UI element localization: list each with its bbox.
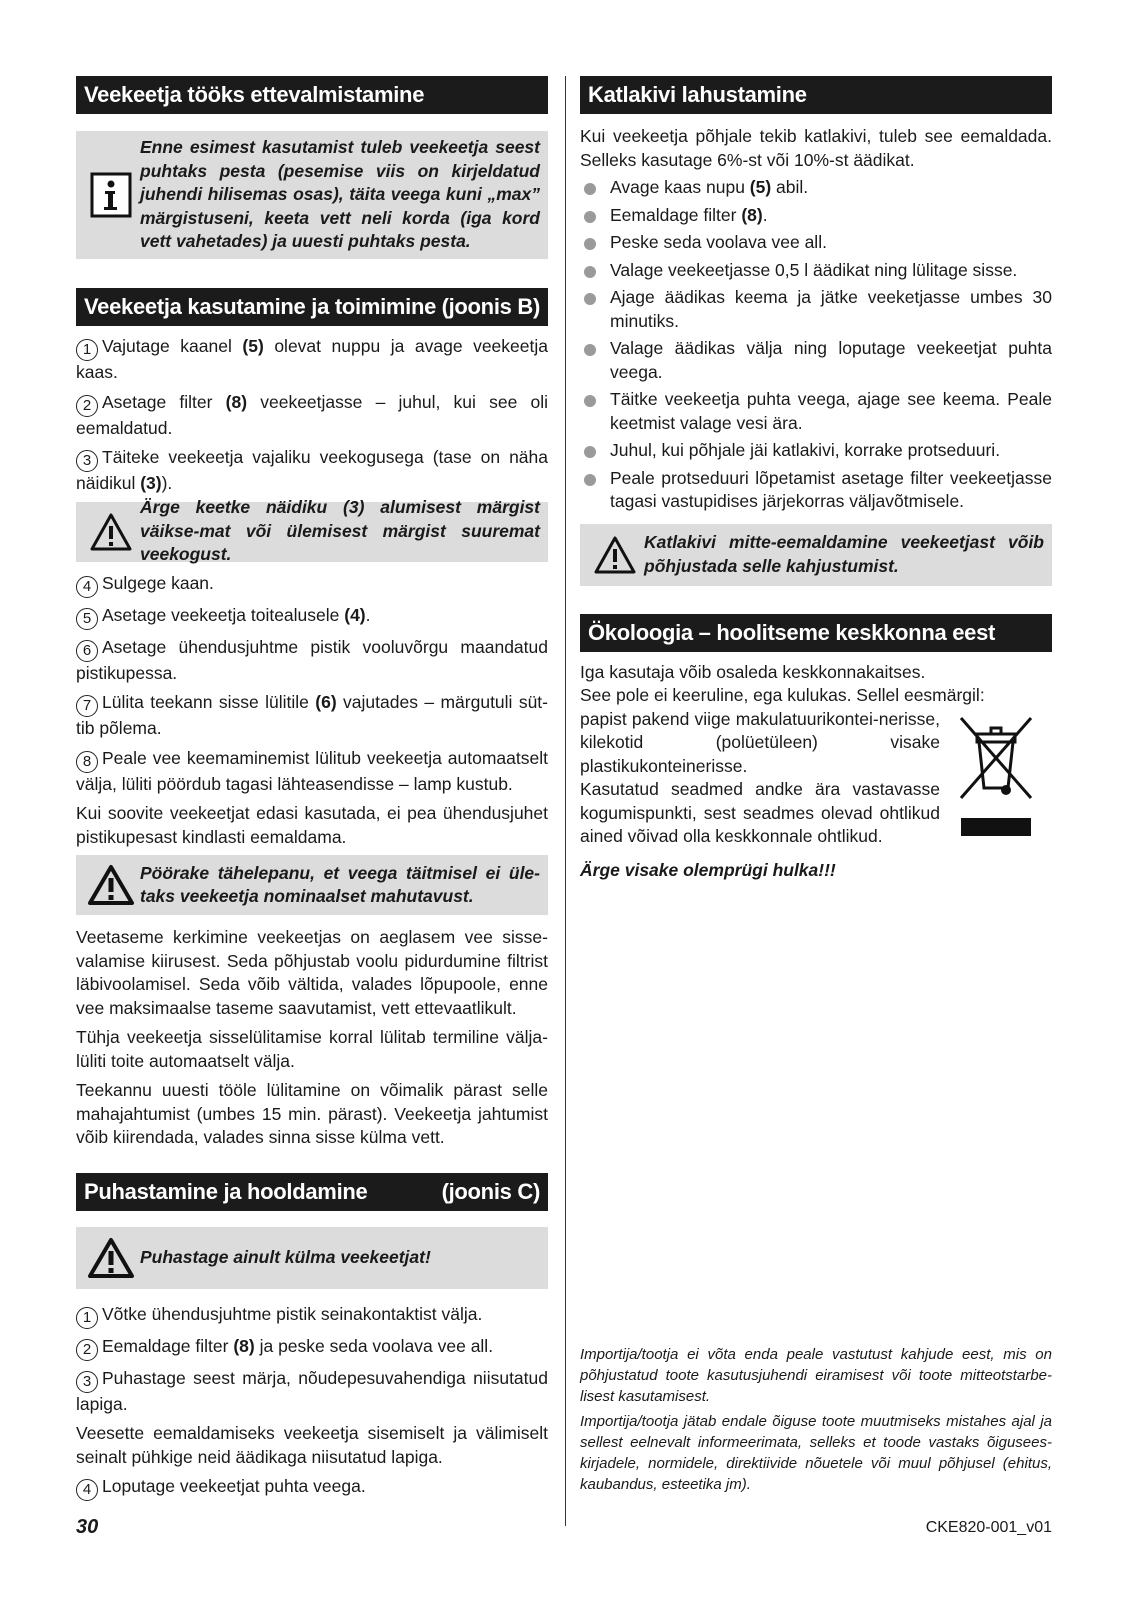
section-header-descaling bbox=[580, 76, 1052, 114]
step-ref: (8) bbox=[233, 1335, 255, 1356]
step-ref: (8) bbox=[225, 391, 248, 412]
list-item bbox=[580, 204, 1052, 228]
paragraph: Veesette eemaldamiseks veekeetja sisemiselt ja välimiselt seinalt pühkige neid äädikaga niisutatud lapiga. bbox=[76, 1423, 548, 1467]
step-number: 2 bbox=[76, 395, 98, 417]
list-item bbox=[580, 439, 1052, 463]
warning-icon bbox=[82, 512, 140, 552]
weee-symbol bbox=[940, 708, 1052, 849]
column-divider bbox=[565, 76, 566, 1526]
step-item bbox=[76, 335, 548, 385]
section-title: Veekeetja kasutamine ja toimimine bbox=[84, 294, 437, 319]
ecology-text: Iga kasutaja võib osaleda keskkonnakaitses. bbox=[580, 661, 926, 682]
list-text: . bbox=[762, 204, 768, 225]
step-number: 3 bbox=[76, 1371, 98, 1393]
paragraph: Veetaseme kerkimine veekeetjas on aeglasem vee sisse-valamise kiirusest. Seda põhjustab voolu pidurdumine filtrist läbivoolamisel. Seda võib vältida, valades lõpupoole, enne vee maksimaalse taseme saavutamist, vett ettevaatlikult. bbox=[76, 927, 548, 1018]
list-item bbox=[580, 259, 1052, 283]
step-item bbox=[76, 747, 548, 797]
step-text: Asetage veekeetja toitealusele bbox=[102, 604, 345, 625]
crossed-bin-icon bbox=[953, 710, 1039, 840]
step-text: Lülita teekann sisse lülitile bbox=[102, 692, 316, 712]
step-number: 8 bbox=[76, 751, 98, 773]
figure-ref: (joonis C) bbox=[441, 1178, 540, 1204]
info-box bbox=[76, 131, 548, 259]
step-text: Loputage veekeetjat puhta veega. bbox=[102, 1476, 366, 1496]
section-header-cleaning bbox=[76, 1173, 548, 1211]
step-text: Täiteke veekeetja vajaliku veekogusega (tase on näha näidikul bbox=[76, 447, 548, 493]
step-item bbox=[76, 636, 548, 686]
step-number: 4 bbox=[76, 576, 98, 598]
step-number: 5 bbox=[76, 608, 98, 630]
figure-ref: (joonis B) bbox=[441, 294, 540, 319]
list-text: Valage äädikas välja ning loputage veekeetjat puhta veega. bbox=[610, 338, 1052, 382]
list-text: Peske seda voolava vee all. bbox=[610, 232, 827, 252]
step-ref: (4) bbox=[344, 604, 366, 625]
step-number: 6 bbox=[76, 640, 98, 662]
warning-box-capacity bbox=[76, 855, 548, 915]
step-text: ja peske seda voolava vee all. bbox=[254, 1335, 494, 1356]
warning-icon bbox=[82, 864, 140, 906]
step-number: 4 bbox=[76, 1479, 98, 1501]
cleaning-steps-continued bbox=[76, 1475, 548, 1501]
warning-icon bbox=[82, 1237, 140, 1279]
step-number: 1 bbox=[76, 339, 98, 361]
step-item bbox=[76, 1335, 548, 1361]
descaling-intro: Kui veekeetja põhjale tekib katlakivi, tuleb see eemaldada. Selleks kasutage 6%-st või 10%-st äädikat. bbox=[580, 126, 1052, 170]
document-code: CKE820-001_v01 bbox=[925, 1519, 1052, 1536]
step-number: 1 bbox=[76, 1307, 98, 1329]
step-text: vajutades – märgutuli süt-tib põlema. bbox=[76, 692, 548, 738]
list-item bbox=[580, 337, 1052, 384]
ecology-warning: Ärge visake olemprügi hulka!!! bbox=[580, 859, 836, 880]
step-ref: (3) bbox=[140, 473, 162, 493]
legal-notes bbox=[580, 1344, 1052, 1499]
step-text: Puhastage seest märja, nõudepesuvahendiga niisutatud lapiga. bbox=[76, 1367, 548, 1414]
list-item bbox=[580, 231, 1052, 255]
info-text: Enne esimest kasutamist tuleb veekeetja seest puhtaks pesta (pesemise viis on kirjeldatud juhendi hilisemas osas), täita veega kuni „max” märgistuseni, keeta vett neli korda (iga kord vett vahetades) ja uuesti puhtaks pesta. bbox=[140, 137, 540, 252]
ecology-text: See pole ei keeruline, ega kulukas. Sellel eesmärgil: bbox=[580, 685, 985, 705]
info-icon bbox=[82, 172, 140, 218]
warning-box-level bbox=[76, 497, 548, 565]
step-text: veekeetjasse – juhul, kui see oli eemaldatud. bbox=[76, 391, 548, 438]
step-item bbox=[76, 604, 548, 630]
section-header-preparation bbox=[76, 76, 548, 114]
list-item bbox=[580, 388, 1052, 435]
step-text: Peale vee keemaminemist lülitub veekeetja automaatselt välja, lüliti pöördub tagasi lähteasendisse – lamp kustub. bbox=[76, 747, 548, 794]
list-text: Peale protseduuri lõpetamist asetage filter veekeetjasse tagasi vastupidises järjekorras väljavõtmisele. bbox=[610, 467, 1052, 511]
usage-steps-continued bbox=[76, 572, 548, 797]
list-text: Avage kaas nupu bbox=[610, 177, 750, 197]
section-header-usage bbox=[76, 288, 548, 326]
step-ref: (6) bbox=[315, 692, 337, 712]
step-item bbox=[76, 691, 548, 741]
section-title: Veekeetja tööks ettevalmistamine bbox=[84, 82, 425, 107]
warning-text: Katlakivi mitte-eemaldamine veekeetjast võib põhjustada selle kahjustumist. bbox=[644, 532, 1044, 576]
list-text: Täitke veekeetja puhta veega, ajage see keema. Peale keetmist valage vesi ära. bbox=[610, 389, 1052, 433]
usage-steps bbox=[76, 335, 548, 496]
legal-note: Importija/tootja jätab endale õiguse toote muutmiseks mistahes ajal ja sellest eelnevalt informeerimata, selleks et toode vastaks õigusees-kirjadele, normidele, direktiivide nõuetele või muul põhjusel (ehitus, kaubandus, esteetika jm). bbox=[580, 1413, 1052, 1493]
warning-text: Puhastage ainult külma veekeetjat! bbox=[140, 1246, 431, 1267]
descaling-list bbox=[580, 176, 1052, 514]
list-ref: (8) bbox=[741, 204, 763, 225]
list-text: abil. bbox=[771, 177, 809, 197]
warning-text: Ärge keetke näidiku (3) alumisest märgist väikse-mat või ülemisest märgist suuremat veekogust. bbox=[140, 497, 540, 565]
step-item bbox=[76, 572, 548, 598]
right-column bbox=[580, 76, 1052, 1493]
step-item bbox=[76, 1303, 548, 1329]
list-text: Juhul, kui põhjale jäi katlakivi, korrake protseduuri. bbox=[610, 440, 1001, 460]
warning-box-cold bbox=[76, 1227, 548, 1289]
step-text: olevat nuppu ja avage veekeetja kaas. bbox=[76, 336, 548, 382]
step-number: 2 bbox=[76, 1339, 98, 1361]
section-header-ecology bbox=[580, 614, 1052, 652]
step-text: ). bbox=[161, 473, 173, 493]
legal-note: Importija/tootja ei võta enda peale vastutust kahjude eest, mis on põhjustatud toote kasutusjuhendi eiramisest või toote mitteotstarbe-lisest kasutamisest. bbox=[580, 1346, 1052, 1405]
step-number: 7 bbox=[76, 695, 98, 717]
step-text: Vajutage kaanel bbox=[102, 336, 243, 356]
section-title: Katlakivi lahustamine bbox=[588, 82, 807, 107]
list-text: Valage veekeetjasse 0,5 l äädikat ning lülitage sisse. bbox=[610, 259, 1018, 280]
warning-box-descale bbox=[580, 524, 1052, 586]
step-number: 3 bbox=[76, 450, 98, 472]
paragraph: Teekannu uuesti tööle lülitamine on võimalik pärast selle mahajahtumist (umbes 15 min. pärast). Veekeetja jahtumist võib kiirendada, valades sinna sisse külma vett. bbox=[76, 1080, 548, 1147]
paragraph: Tühja veekeetja sisselülitamise korral lülitab termiline välja-lüliti toite automaatselt välja. bbox=[76, 1027, 548, 1071]
ecology-text-block bbox=[580, 708, 940, 849]
step-text: Asetage filter bbox=[102, 391, 226, 412]
step-ref: (5) bbox=[242, 336, 264, 356]
step-item bbox=[76, 1367, 548, 1417]
warning-text: Pöörake tähelepanu, et veega täitmisel ei üle-taks veekeetja nominaalset mahutavust. bbox=[140, 862, 540, 906]
list-text: Eemaldage filter bbox=[610, 204, 742, 225]
list-item bbox=[580, 176, 1052, 200]
section-title: Puhastamine ja hooldamine bbox=[84, 1178, 368, 1204]
ecology-text: papist pakend viige makulatuurikontei-nerisse, kilekotid (polüetüleen) visake plastikukonteinerisse. bbox=[580, 708, 940, 776]
step-text: . bbox=[365, 604, 371, 625]
list-item bbox=[580, 467, 1052, 514]
list-ref: (5) bbox=[749, 177, 772, 197]
step-item bbox=[76, 1475, 548, 1501]
step-text: Võtke ühendusjuhtme pistik seinakontaktist välja. bbox=[102, 1303, 483, 1324]
step-text: Asetage ühendusjuhtme pistik vooluvõrgu maandatud pistikupessa. bbox=[76, 636, 548, 683]
list-item bbox=[580, 286, 1052, 333]
step-text: Eemaldage filter bbox=[102, 1335, 234, 1356]
paragraph: Kui soovite veekeetjat edasi kasutada, ei pea ühendusjuhet pistikupesast kindlasti eemaldama. bbox=[76, 803, 548, 847]
step-item bbox=[76, 446, 548, 496]
ecology-text: Kasutatud seadmed andke ära vastavasse kogumispunkti, sest seadmes olevad ohtlikud ained võivad olla keskkonnale ohtlikud. bbox=[580, 779, 940, 846]
left-column bbox=[76, 76, 548, 1507]
list-text: Ajage äädikas keema ja jätke veeketjasse umbes 30 minutiks. bbox=[610, 287, 1052, 331]
warning-icon bbox=[586, 535, 644, 575]
section-title: Ökoloogia – hoolitseme keskkonna eest bbox=[588, 619, 996, 645]
ecology-row bbox=[580, 708, 1052, 849]
step-text: Sulgege kaan. bbox=[102, 572, 214, 593]
cleaning-steps bbox=[76, 1303, 548, 1417]
page-number: 30 bbox=[76, 1516, 99, 1538]
step-item bbox=[76, 391, 548, 441]
ecology-content bbox=[580, 661, 1052, 883]
